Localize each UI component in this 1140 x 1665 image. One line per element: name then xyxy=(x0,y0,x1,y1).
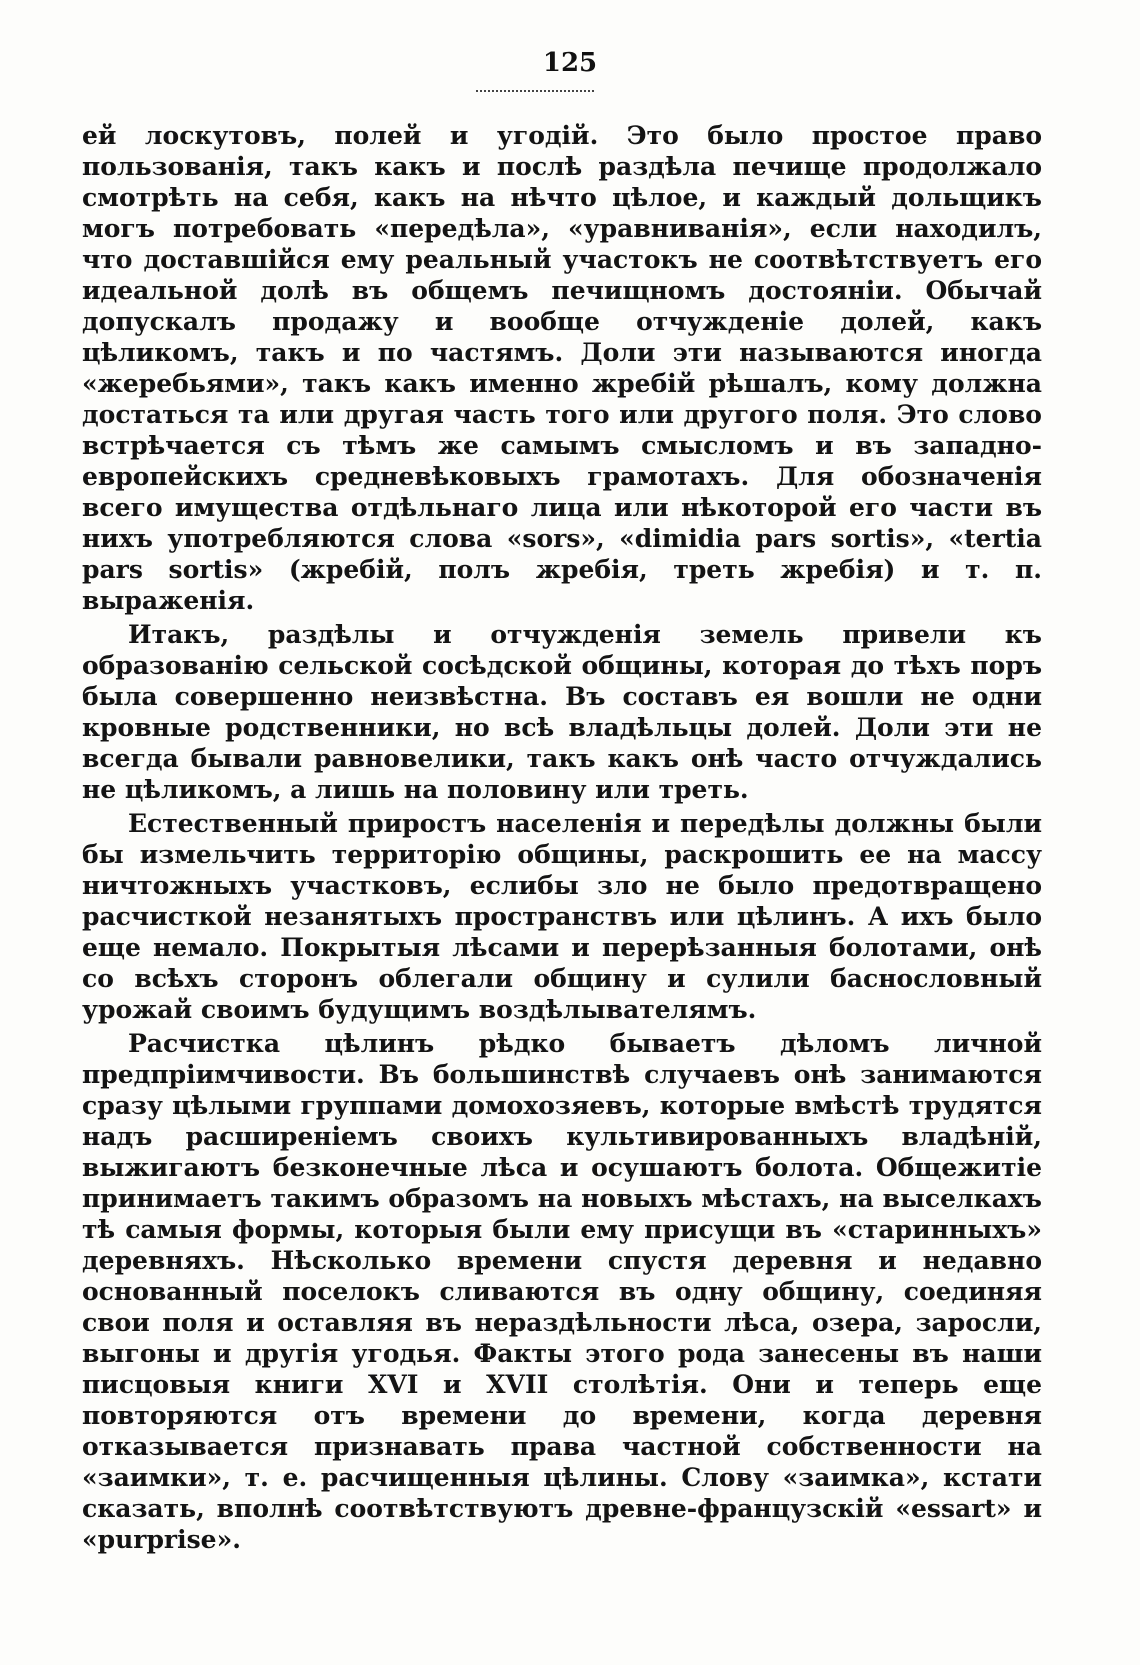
page-number: 125 xyxy=(542,48,598,78)
paragraph: Расчистка цѣлинъ рѣдко бываетъ дѣломъ личной предпріимчивости. Въ большинствѣ случаевъ онѣ занимаются сразу цѣлыми группами домохозяевъ, которые вмѣстѣ трудятся надъ расширеніемъ своихъ культивированныхъ владѣній, выжигаютъ безконечные лѣса и осушаютъ болота. Общежитіе принимаетъ такимъ образомъ на новыхъ мѣстахъ, на выселкахъ тѣ самыя формы, которыя были ему присущи въ «старинныхъ» деревняхъ. Нѣсколько времени спустя деревня и недавно основанный поселокъ сливаются въ одну общину, соединяя свои поля и оставляя въ нераздѣльности лѣса, озера, заросли, выгоны и другія угодья. Факты этого рода занесены въ наши писцовыя книги XVI и XVII столѣтія. Они и теперь еще повторяются отъ времени до времени, когда деревня отказывается признавать права частной собственности на «заимки», т. е. расчищенныя цѣлины. Слову «заимка», кстати сказать, вполнѣ соотвѣтствуютъ древне-французскій «essart» и «purprise». xyxy=(82,1029,1042,1554)
page-number-rule xyxy=(476,90,594,92)
paragraph: ей лоскутовъ, полей и угодій. Это было простое право пользованія, такъ какъ и послѣ раздѣла печище продолжало смотрѣть на себя, какъ на нѣчто цѣлое, и каждый дольщикъ могъ потребовать «передѣла», «уравниванія», если находилъ, что доставшійся ему реальный участокъ не соотвѣтствуетъ его идеальной долѣ въ общемъ печищномъ достояніи. Обычай допускалъ продажу и вообще отчужденіе долей, какъ цѣликомъ, такъ и по частямъ. Доли эти называются иногда «жеребьями», такъ какъ именно жребій рѣшалъ, кому должна достаться та или другая часть того или другого поля. Это слово встрѣчается съ тѣмъ же самымъ смысломъ и въ западно-европейскихъ средневѣковыхъ грамотахъ. Для обозначенія всего имущества отдѣльнаго лица или нѣкоторой его части въ нихъ употребляются слова «sors», «dimidia pars sortis», «tertia pars sortis» (жребій, полъ жребія, треть жребія) и т. п. выраженія. xyxy=(82,121,1042,615)
body-text xyxy=(82,120,1042,1558)
paragraph: Естественный приростъ населенія и передѣлы должны были бы измельчить территорію общины, раскрошить ее на массу ничтожныхъ участковъ, еслибы зло не было предотвращено расчисткой незанятыхъ пространствъ или цѣлинъ. А ихъ было еще немало. Покрытыя лѣсами и перерѣзанныя болотами, онѣ со всѣхъ сторонъ облегали общину и сулили баснословный урожай своимъ будущимъ воздѣлывателямъ. xyxy=(82,809,1042,1024)
paragraph: Итакъ, раздѣлы и отчужденія земель привели къ образованію сельской сосѣдской общины, которая до тѣхъ поръ была совершенно неизвѣстна. Въ составъ ея вошли не одни кровные родственники, но всѣ владѣльцы долей. Доли эти не всегда бывали равновелики, такъ какъ онѣ часто отчуждались не цѣликомъ, а лишь на половину или треть. xyxy=(82,620,1042,804)
